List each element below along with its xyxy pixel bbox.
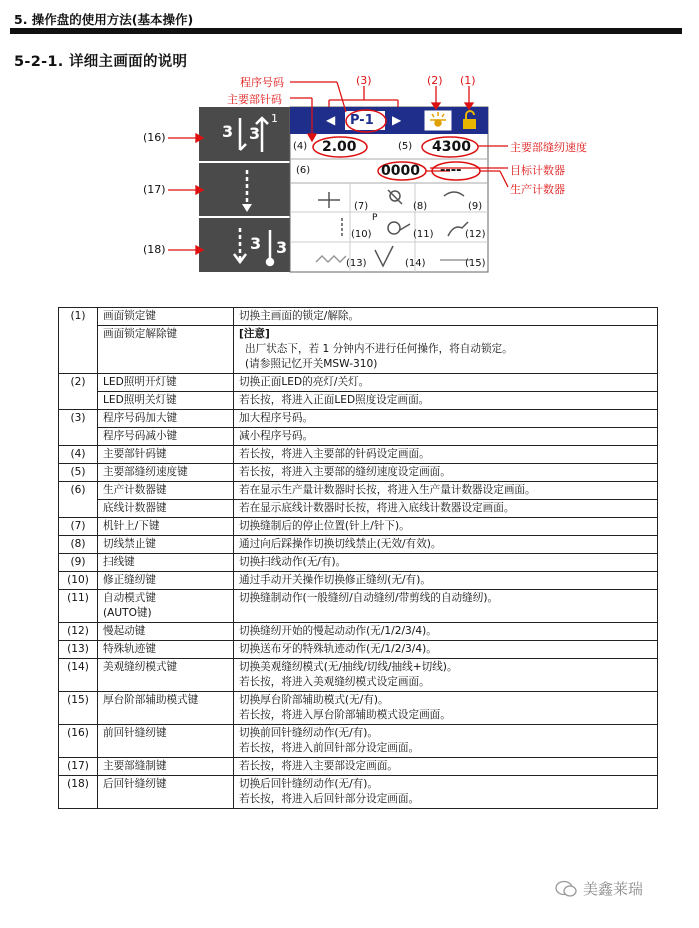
table-row bbox=[59, 308, 658, 326]
row-name: 主要部针码键 bbox=[98, 446, 234, 464]
callout-1: (1) bbox=[460, 74, 476, 87]
row-name: 底线计数器键 bbox=[98, 500, 234, 518]
table-row bbox=[59, 518, 658, 536]
key-8[interactable]: (8) bbox=[413, 201, 428, 212]
watermark bbox=[555, 878, 643, 899]
key-10[interactable]: (10) bbox=[351, 229, 372, 240]
row-num: (9) bbox=[59, 554, 98, 572]
row-desc bbox=[234, 659, 658, 692]
table-row bbox=[59, 482, 658, 500]
callout-6: (6) bbox=[296, 165, 311, 176]
row-name-line: (AUTO键) bbox=[103, 607, 152, 619]
row-name bbox=[98, 590, 234, 623]
callout-16: (16) bbox=[143, 131, 166, 144]
p-mark: P bbox=[372, 213, 378, 223]
row-name: 画面锁定键 bbox=[98, 308, 234, 326]
row-desc: 切换缝制后的停止位置(针上/针下)。 bbox=[234, 518, 658, 536]
note-line: 出厂状态下，若 1 分钟内不进行任何操作，将自动锁定。 bbox=[245, 343, 513, 355]
note-line: (请参照记忆开关MSW-310) bbox=[245, 358, 378, 370]
row-desc: 切换扫线动作(无/有)。 bbox=[234, 554, 658, 572]
target-counter-value: ---- bbox=[440, 163, 462, 178]
header-title: 5. 操作盘的使用方法(基本操作) bbox=[14, 12, 194, 27]
table-row bbox=[59, 374, 658, 392]
table-row bbox=[59, 446, 658, 464]
row-name: 程序号码加大键 bbox=[98, 410, 234, 428]
section-title: 5-2-1. 详细主画面的说明 bbox=[14, 54, 188, 70]
row-desc: 若长按，将进入主要部的针码设定画面。 bbox=[234, 446, 658, 464]
table-row bbox=[59, 500, 658, 518]
table-row bbox=[59, 464, 658, 482]
row-num: (12) bbox=[59, 623, 98, 641]
key-14[interactable]: (14) bbox=[405, 258, 426, 269]
row-desc: 切换缝纫开始的慢起动动作(无/1/2/3/4)。 bbox=[234, 623, 658, 641]
row-num: (17) bbox=[59, 758, 98, 776]
key-12[interactable]: (12) bbox=[465, 229, 486, 240]
row-desc: 减小程序号码。 bbox=[234, 428, 658, 446]
row-name: 修正缝纫键 bbox=[98, 572, 234, 590]
desc-line: 切换前回针缝纫动作(无/有)。 bbox=[239, 727, 378, 739]
production-counter-value[interactable]: 0000 bbox=[381, 163, 420, 179]
callout-5: (5) bbox=[398, 141, 413, 152]
main-needle-label: 主要部针码 bbox=[227, 93, 282, 106]
table-row bbox=[59, 659, 658, 692]
callout-17: (17) bbox=[143, 183, 166, 196]
row-desc: 若长按，将进入主要部的缝纫速度设定画面。 bbox=[234, 464, 658, 482]
speed-label: 主要部缝纫速度 bbox=[510, 141, 587, 154]
row-desc bbox=[234, 326, 658, 374]
row-num: (1) bbox=[59, 308, 98, 374]
table-row bbox=[59, 641, 658, 659]
row-num: (8) bbox=[59, 536, 98, 554]
left-key-16-count-c: 1 bbox=[271, 112, 278, 125]
program-number[interactable]: P-1 bbox=[350, 113, 374, 128]
table-row bbox=[59, 392, 658, 410]
row-num: (2) bbox=[59, 374, 98, 410]
callout-4: (4) bbox=[293, 141, 308, 152]
row-name: 主要部缝制键 bbox=[98, 758, 234, 776]
table-row bbox=[59, 725, 658, 758]
callout-18: (18) bbox=[143, 243, 166, 256]
row-name: 美观缝纫模式键 bbox=[98, 659, 234, 692]
desc-line: 若长按，将进入美观缝纫模式设定画面。 bbox=[239, 676, 430, 688]
row-desc: 切换主画面的锁定/解除。 bbox=[234, 308, 658, 326]
row-num: (11) bbox=[59, 590, 98, 623]
table-row bbox=[59, 623, 658, 641]
row-name: 生产计数器键 bbox=[98, 482, 234, 500]
program-number-label: 程序号码 bbox=[240, 76, 284, 89]
key-description-table bbox=[58, 307, 658, 809]
program-up-button[interactable]: ▶ bbox=[392, 113, 402, 127]
callout-2: (2) bbox=[427, 74, 443, 87]
row-desc bbox=[234, 692, 658, 725]
row-desc: 切换缝制动作(一般缝纫/自动缝纫/带剪线的自动缝纫)。 bbox=[234, 590, 658, 623]
table-row bbox=[59, 410, 658, 428]
row-name: 主要部缝纫速度键 bbox=[98, 464, 234, 482]
row-name: 画面锁定解除键 bbox=[98, 326, 234, 374]
table-row bbox=[59, 536, 658, 554]
row-num: (15) bbox=[59, 692, 98, 725]
row-num: (16) bbox=[59, 725, 98, 758]
row-name: 特殊轨迹键 bbox=[98, 641, 234, 659]
row-name: 厚台阶部辅助模式键 bbox=[98, 692, 234, 725]
needle-pitch-value[interactable]: 2.00 bbox=[322, 139, 357, 155]
table-row bbox=[59, 758, 658, 776]
row-num: (3) bbox=[59, 410, 98, 446]
row-name: LED照明关灯键 bbox=[98, 392, 234, 410]
row-desc: 通过手动开关操作切换修正缝纫(无/有)。 bbox=[234, 572, 658, 590]
row-name: 程序号码减小键 bbox=[98, 428, 234, 446]
row-name: 后回针缝纫键 bbox=[98, 776, 234, 809]
table-row bbox=[59, 572, 658, 590]
desc-line: 切换厚台阶部辅助模式(无/有)。 bbox=[239, 694, 389, 706]
row-desc: 若在显示生产量计数器时长按，将进入生产量计数器设定画面。 bbox=[234, 482, 658, 500]
row-desc bbox=[234, 725, 658, 758]
row-name: 慢起动键 bbox=[98, 623, 234, 641]
wechat-icon bbox=[555, 880, 577, 898]
desc-line: 切换美观缝纫模式(无/抽线/切线/抽线+切线)。 bbox=[239, 661, 458, 673]
desc-line: 切换后回针缝纫动作(无/有)。 bbox=[239, 778, 378, 790]
program-down-button[interactable]: ◀ bbox=[326, 113, 336, 127]
row-num: (5) bbox=[59, 464, 98, 482]
row-desc: 加大程序号码。 bbox=[234, 410, 658, 428]
note-title: [注意] bbox=[239, 328, 270, 340]
row-name: 扫线键 bbox=[98, 554, 234, 572]
table-row bbox=[59, 326, 658, 374]
key-13[interactable]: (13) bbox=[346, 258, 367, 269]
table-row bbox=[59, 428, 658, 446]
key-15[interactable]: (15) bbox=[465, 258, 486, 269]
row-desc bbox=[234, 776, 658, 809]
row-name: 机针上/下键 bbox=[98, 518, 234, 536]
row-name-line: 自动模式键 bbox=[103, 592, 156, 604]
row-num: (7) bbox=[59, 518, 98, 536]
row-desc: 切换正面LED的亮灯/关灯。 bbox=[234, 374, 658, 392]
row-desc: 若长按，将进入正面LED照度设定画面。 bbox=[234, 392, 658, 410]
table-row bbox=[59, 692, 658, 725]
table-row bbox=[59, 554, 658, 572]
key-7[interactable]: (7) bbox=[354, 201, 369, 212]
desc-line: 若长按，将进入前回针部分设定画面。 bbox=[239, 742, 420, 754]
row-desc: 若长按，将进入主要部设定画面。 bbox=[234, 758, 658, 776]
row-num: (6) bbox=[59, 482, 98, 518]
row-name: LED照明开灯键 bbox=[98, 374, 234, 392]
left-key-16-count-b: 3 bbox=[249, 124, 261, 143]
sewing-speed-value[interactable]: 4300 bbox=[432, 139, 471, 155]
row-num: (4) bbox=[59, 446, 98, 464]
production-counter-label: 生产计数器 bbox=[510, 183, 565, 196]
callout-3: (3) bbox=[356, 74, 372, 87]
row-name: 切线禁止键 bbox=[98, 536, 234, 554]
desc-line: 若长按，将进入厚台阶部辅助模式设定画面。 bbox=[239, 709, 451, 721]
row-desc: 若在显示底线计数器时长按，将进入底线计数器设定画面。 bbox=[234, 500, 658, 518]
key-9[interactable]: (9) bbox=[468, 201, 483, 212]
row-desc: 通过向后踩操作切换切线禁止(无效/有效)。 bbox=[234, 536, 658, 554]
left-key-18-count-b: 3 bbox=[276, 238, 288, 257]
table-row bbox=[59, 776, 658, 809]
screen-diagram bbox=[0, 0, 699, 300]
left-key-18-count-a: 3 bbox=[250, 234, 262, 253]
row-num: (18) bbox=[59, 776, 98, 809]
table-row bbox=[59, 590, 658, 623]
row-desc: 切换送布牙的特殊轨迹动作(无/1/2/3/4)。 bbox=[234, 641, 658, 659]
left-key-16-count-a: 3 bbox=[222, 122, 234, 141]
target-counter-label: 目标计数器 bbox=[510, 164, 565, 177]
row-num: (10) bbox=[59, 572, 98, 590]
row-num: (14) bbox=[59, 659, 98, 692]
desc-line: 若长按，将进入后回针部分设定画面。 bbox=[239, 793, 420, 805]
key-11[interactable]: (11) bbox=[413, 229, 434, 240]
row-name: 前回针缝纫键 bbox=[98, 725, 234, 758]
watermark-text: 美鑫莱瑞 bbox=[583, 880, 644, 898]
row-num: (13) bbox=[59, 641, 98, 659]
